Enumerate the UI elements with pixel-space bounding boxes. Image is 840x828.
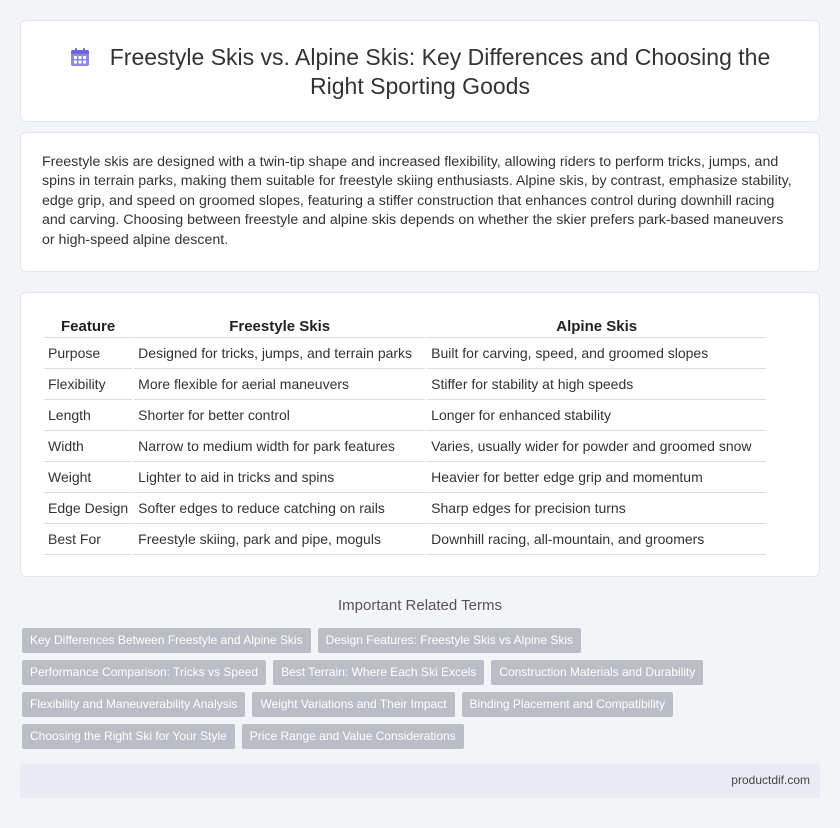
- page-title: Freestyle Skis vs. Alpine Skis: Key Differences and Choosing the Right Sporting Goods: [109, 44, 771, 99]
- related-term-link[interactable]: Design Features: Freestyle Skis vs Alpine Skis: [318, 628, 581, 653]
- related-terms-list: [22, 628, 822, 756]
- header-card: [20, 20, 820, 122]
- table-row: [44, 431, 766, 462]
- related-term-link[interactable]: Flexibility and Maneuverability Analysis: [22, 692, 245, 717]
- feature-cell: Edge Design: [44, 493, 132, 524]
- related-term-link[interactable]: Price Range and Value Considerations: [242, 724, 464, 749]
- freestyle-cell: Narrow to medium width for park features: [134, 431, 425, 462]
- alpine-cell: Sharp edges for precision turns: [427, 493, 766, 524]
- alpine-cell: Built for carving, speed, and groomed slopes: [427, 338, 766, 369]
- table-row: [44, 524, 766, 555]
- related-term-link[interactable]: Binding Placement and Compatibility: [462, 692, 673, 717]
- table-row: [44, 369, 766, 400]
- alpine-cell: Stiffer for stability at high speeds: [427, 369, 766, 400]
- feature-cell: Best For: [44, 524, 132, 555]
- page-title-wrap: [21, 43, 819, 101]
- table-row: [44, 462, 766, 493]
- freestyle-cell: Shorter for better control: [134, 400, 425, 431]
- intro-card: [20, 132, 820, 272]
- footer-bar: [20, 764, 820, 798]
- table-row: [44, 400, 766, 431]
- column-header: Alpine Skis: [427, 315, 766, 338]
- table-row: [44, 493, 766, 524]
- feature-cell: Weight: [44, 462, 132, 493]
- column-header: Freestyle Skis: [134, 315, 425, 338]
- feature-cell: Flexibility: [44, 369, 132, 400]
- alpine-cell: Downhill racing, all-mountain, and groomers: [427, 524, 766, 555]
- alpine-cell: Heavier for better edge grip and momentum: [427, 462, 766, 493]
- related-terms-title: Important Related Terms: [338, 597, 502, 614]
- freestyle-cell: Softer edges to reduce catching on rails: [134, 493, 425, 524]
- related-term-link[interactable]: Key Differences Between Freestyle and Alpine Skis: [22, 628, 311, 653]
- feature-cell: Purpose: [44, 338, 132, 369]
- freestyle-cell: Freestyle skiing, park and pipe, moguls: [134, 524, 425, 555]
- alpine-cell: Longer for enhanced stability: [427, 400, 766, 431]
- comparison-card: [20, 292, 820, 577]
- freestyle-cell: Lighter to aid in tricks and spins: [134, 462, 425, 493]
- calendar-grid-icon: [70, 47, 90, 67]
- feature-cell: Length: [44, 400, 132, 431]
- table-header-row: [44, 315, 766, 338]
- related-term-link[interactable]: Choosing the Right Ski for Your Style: [22, 724, 235, 749]
- freestyle-cell: Designed for tricks, jumps, and terrain parks: [134, 338, 425, 369]
- freestyle-cell: More flexible for aerial maneuvers: [134, 369, 425, 400]
- related-term-link[interactable]: Performance Comparison: Tricks vs Speed: [22, 660, 266, 685]
- related-term-link[interactable]: Best Terrain: Where Each Ski Excels: [273, 660, 484, 685]
- related-term-link[interactable]: Construction Materials and Durability: [491, 660, 703, 685]
- feature-cell: Width: [44, 431, 132, 462]
- comparison-table: [42, 315, 768, 555]
- table-row: [44, 338, 766, 369]
- alpine-cell: Varies, usually wider for powder and groomed snow: [427, 431, 766, 462]
- related-term-link[interactable]: Weight Variations and Their Impact: [252, 692, 454, 717]
- intro-paragraph: Freestyle skis are designed with a twin-tip shape and increased flexibility, allowing riders to perform tricks, jumps, and spins in terrain parks, making them suitable for freestyle skiing enthusiasts. Alpine skis, by contrast, emphasize stability, edge grip, and speed on groomed slopes, featuring a stiffer construction that enhances control during downhill racing and carving. Choosing between freestyle and alpine skis depends on whether the skier prefers park-based maneuvers or high-speed alpine descent.: [42, 154, 792, 248]
- footer-site-link[interactable]: productdif.com: [731, 773, 810, 787]
- column-header: Feature: [44, 315, 132, 338]
